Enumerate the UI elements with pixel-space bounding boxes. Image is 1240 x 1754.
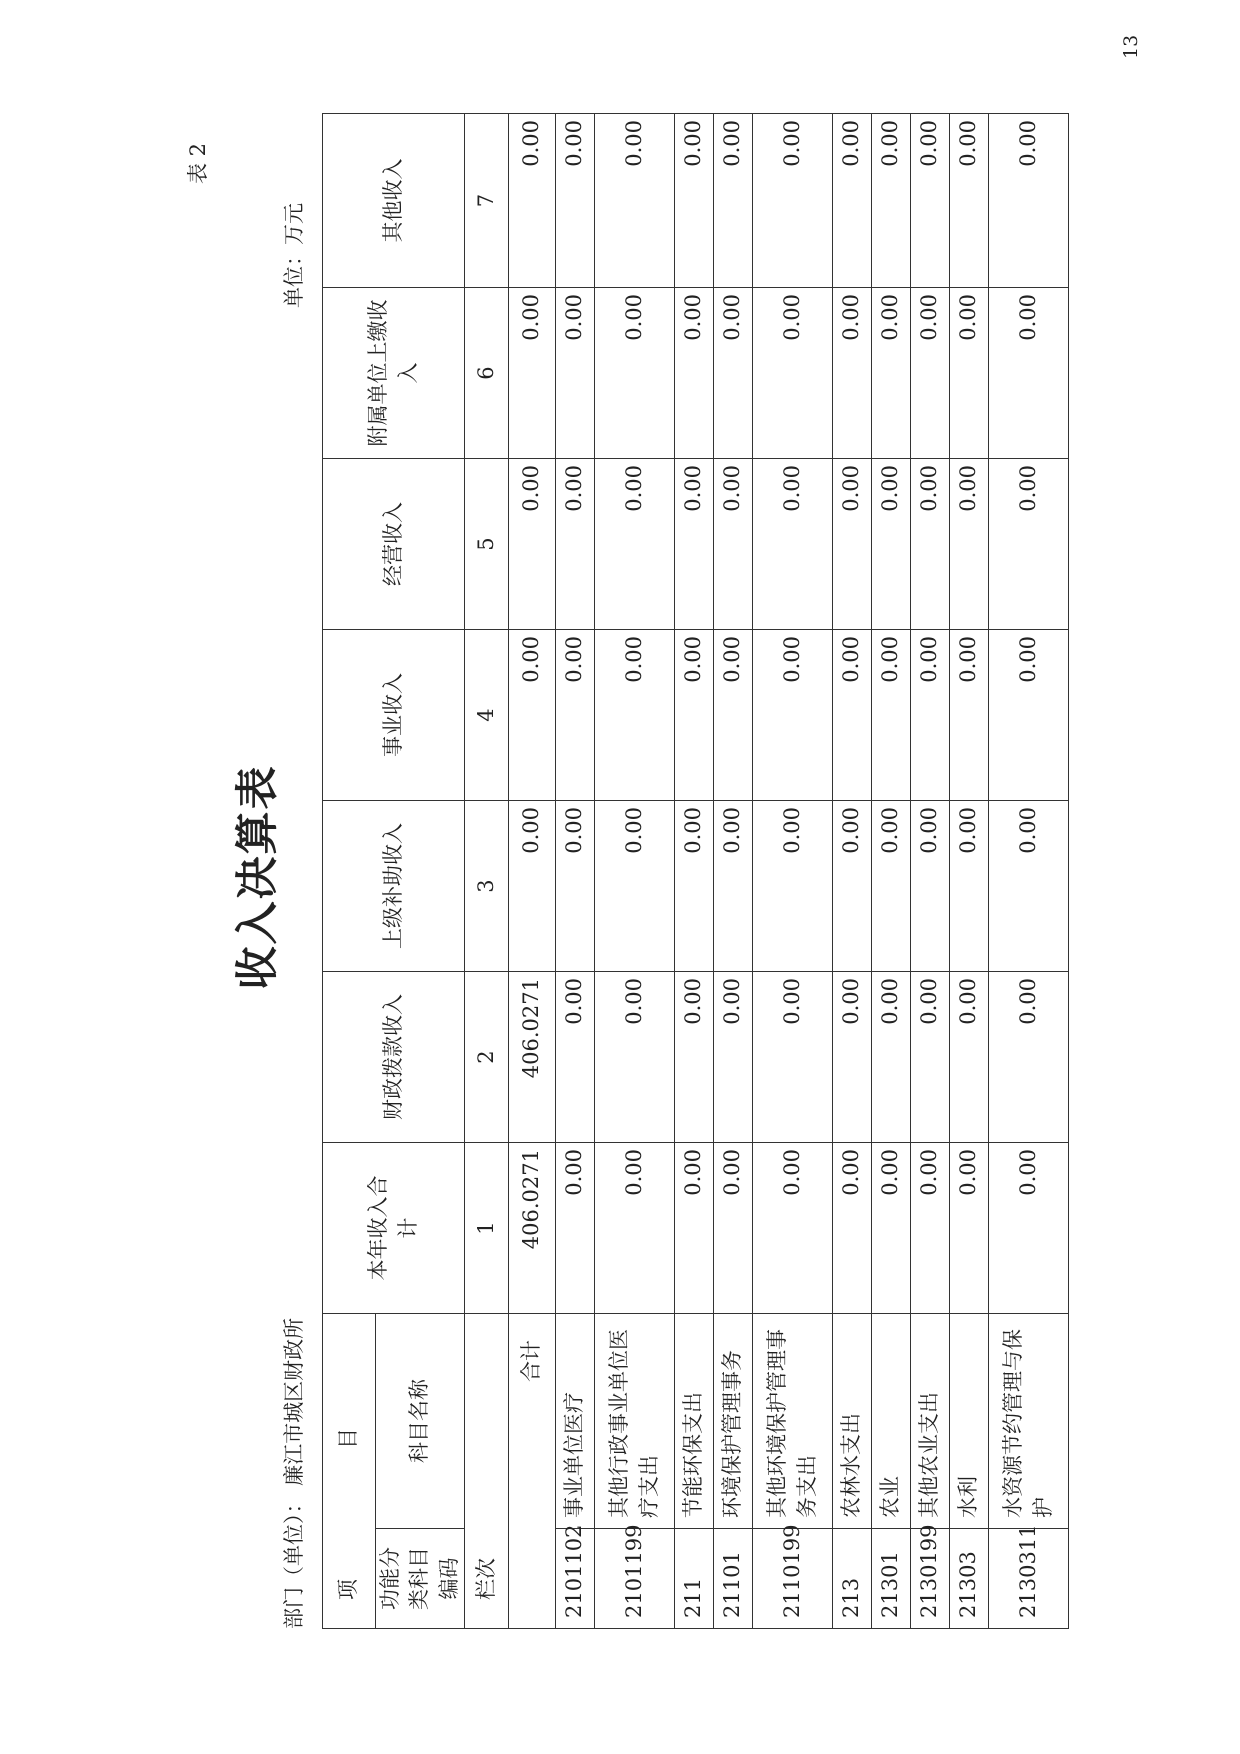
total-value: 406.0271 [509, 1143, 556, 1314]
table-row [833, 114, 872, 1629]
column-header-3: 上级补助收入 [323, 801, 465, 972]
row-value: 0.00 [950, 114, 989, 288]
column-index-4: 4 [465, 630, 509, 801]
row-code: 211 [675, 1529, 714, 1629]
department-name: 廉江市城区财政所 [282, 1317, 306, 1486]
row-value: 0.00 [753, 1143, 833, 1314]
row-code: 213 [833, 1529, 872, 1629]
row-value: 0.00 [833, 288, 872, 459]
row-value: 0.00 [595, 630, 675, 801]
row-value: 0.00 [556, 459, 595, 630]
document-title: 收入决算表 [233, 764, 283, 990]
row-name: 水利 [950, 1314, 989, 1529]
row-value: 0.00 [714, 801, 753, 972]
row-value: 0.00 [675, 972, 714, 1143]
table-row [556, 114, 595, 1629]
row-value: 0.00 [675, 801, 714, 972]
row-value: 0.00 [872, 114, 911, 288]
row-value: 0.00 [595, 459, 675, 630]
table-row [989, 114, 1069, 1629]
table-row [911, 114, 950, 1629]
row-code: 21301 [872, 1529, 911, 1629]
row-value: 0.00 [911, 459, 950, 630]
row-value: 0.00 [989, 801, 1069, 972]
row-value: 0.00 [989, 1143, 1069, 1314]
row-value: 0.00 [950, 972, 989, 1143]
row-value: 0.00 [833, 801, 872, 972]
row-value: 0.00 [675, 1143, 714, 1314]
row-value: 0.00 [833, 972, 872, 1143]
row-value: 0.00 [714, 288, 753, 459]
row-code: 21303 [950, 1529, 989, 1629]
row-value: 0.00 [911, 801, 950, 972]
row-value: 0.00 [675, 630, 714, 801]
row-value: 0.00 [989, 114, 1069, 288]
row-value: 0.00 [872, 288, 911, 459]
row-value: 0.00 [833, 114, 872, 288]
column-header-2: 财政拨款收入 [323, 972, 465, 1143]
row-name: 农业 [872, 1314, 911, 1529]
total-row [509, 114, 556, 1629]
project-header: 项目 [323, 1314, 376, 1629]
row-code: 21101 [714, 1529, 753, 1629]
row-value: 0.00 [753, 972, 833, 1143]
row-value: 0.00 [833, 459, 872, 630]
row-value: 0.00 [833, 630, 872, 801]
row-value: 0.00 [911, 114, 950, 288]
row-value: 0.00 [556, 972, 595, 1143]
row-value: 0.00 [675, 114, 714, 288]
row-value: 0.00 [753, 630, 833, 801]
table-row [675, 114, 714, 1629]
row-value: 0.00 [872, 972, 911, 1143]
row-value: 0.00 [675, 459, 714, 630]
row-value: 0.00 [950, 459, 989, 630]
row-value: 0.00 [872, 630, 911, 801]
column-header-7: 其他收入 [323, 114, 465, 288]
income-table [322, 113, 1069, 1629]
total-label: 合计 [509, 1314, 556, 1629]
column-index-1: 1 [465, 1143, 509, 1314]
table-row [595, 114, 675, 1629]
row-value: 0.00 [595, 972, 675, 1143]
table-row [714, 114, 753, 1629]
row-value: 0.00 [714, 114, 753, 288]
row-value: 0.00 [595, 801, 675, 972]
row-value: 0.00 [950, 288, 989, 459]
row-value: 0.00 [714, 459, 753, 630]
row-value: 0.00 [556, 288, 595, 459]
column-header-1: 本年收入合计 [323, 1143, 465, 1314]
row-value: 0.00 [753, 459, 833, 630]
department-line [278, 1318, 308, 1629]
row-value: 0.00 [753, 801, 833, 972]
total-value: 0.00 [509, 288, 556, 459]
row-code: 2101102 [556, 1529, 595, 1629]
row-value: 0.00 [753, 114, 833, 288]
row-value: 0.00 [989, 288, 1069, 459]
row-name: 其他农业支出 [911, 1314, 950, 1529]
lanci-label: 栏次 [465, 1314, 509, 1629]
row-name: 其他行政事业单位医疗支出 [595, 1314, 675, 1529]
column-index-5: 5 [465, 459, 509, 630]
row-value: 0.00 [714, 1143, 753, 1314]
page-number: 13 [1120, 34, 1142, 59]
column-header-6: 附属单位上缴收入 [323, 288, 465, 459]
table-row [950, 114, 989, 1629]
row-value: 0.00 [911, 288, 950, 459]
row-code: 2130311 [989, 1529, 1069, 1629]
total-value: 0.00 [509, 459, 556, 630]
row-value: 0.00 [989, 630, 1069, 801]
row-value: 0.00 [753, 288, 833, 459]
row-name: 事业单位医疗 [556, 1314, 595, 1529]
row-value: 0.00 [556, 1143, 595, 1314]
total-value: 0.00 [509, 630, 556, 801]
row-value: 0.00 [833, 1143, 872, 1314]
row-value: 0.00 [714, 972, 753, 1143]
row-value: 0.00 [989, 459, 1069, 630]
row-value: 0.00 [595, 288, 675, 459]
table-row [872, 114, 911, 1629]
row-name: 农林水支出 [833, 1314, 872, 1529]
row-value: 0.00 [595, 1143, 675, 1314]
column-index-7: 7 [465, 114, 509, 288]
row-value: 0.00 [556, 801, 595, 972]
row-value: 0.00 [911, 972, 950, 1143]
row-value: 0.00 [989, 972, 1069, 1143]
row-value: 0.00 [911, 1143, 950, 1314]
row-value: 0.00 [911, 630, 950, 801]
row-value: 0.00 [556, 630, 595, 801]
row-value: 0.00 [556, 114, 595, 288]
row-code: 2101199 [595, 1529, 675, 1629]
row-name: 节能环保支出 [675, 1314, 714, 1529]
header-row-1 [323, 114, 376, 1629]
lanci-row [465, 114, 509, 1629]
row-value: 0.00 [872, 459, 911, 630]
total-value: 0.00 [509, 114, 556, 288]
table-body [556, 114, 1069, 1629]
row-value: 0.00 [872, 801, 911, 972]
total-value: 406.0271 [509, 972, 556, 1143]
column-header-5: 经营收入 [323, 459, 465, 630]
row-name: 水资源节约管理与保护 [989, 1314, 1069, 1529]
row-value: 0.00 [595, 114, 675, 288]
row-value: 0.00 [675, 288, 714, 459]
row-value: 0.00 [950, 1143, 989, 1314]
column-index-3: 3 [465, 801, 509, 972]
row-value: 0.00 [950, 801, 989, 972]
row-code: 2110199 [753, 1529, 833, 1629]
row-value: 0.00 [872, 1143, 911, 1314]
code-column-header: 功能分类科目编码 [376, 1529, 465, 1629]
department-label: 部门（单位）： [282, 1492, 306, 1629]
column-index-6: 6 [465, 288, 509, 459]
total-value: 0.00 [509, 801, 556, 972]
column-index-2: 2 [465, 972, 509, 1143]
table-row [753, 114, 833, 1629]
column-header-4: 事业收入 [323, 630, 465, 801]
row-code: 2130199 [911, 1529, 950, 1629]
row-name: 环境保护管理事务 [714, 1314, 753, 1529]
row-value: 0.00 [950, 630, 989, 801]
unit-label: 单位：万元 [282, 203, 306, 308]
row-value: 0.00 [714, 630, 753, 801]
name-column-header: 科目名称 [376, 1314, 465, 1529]
table-number: 表 2 [186, 142, 210, 184]
row-name: 其他环境保护管理事务支出 [753, 1314, 833, 1529]
